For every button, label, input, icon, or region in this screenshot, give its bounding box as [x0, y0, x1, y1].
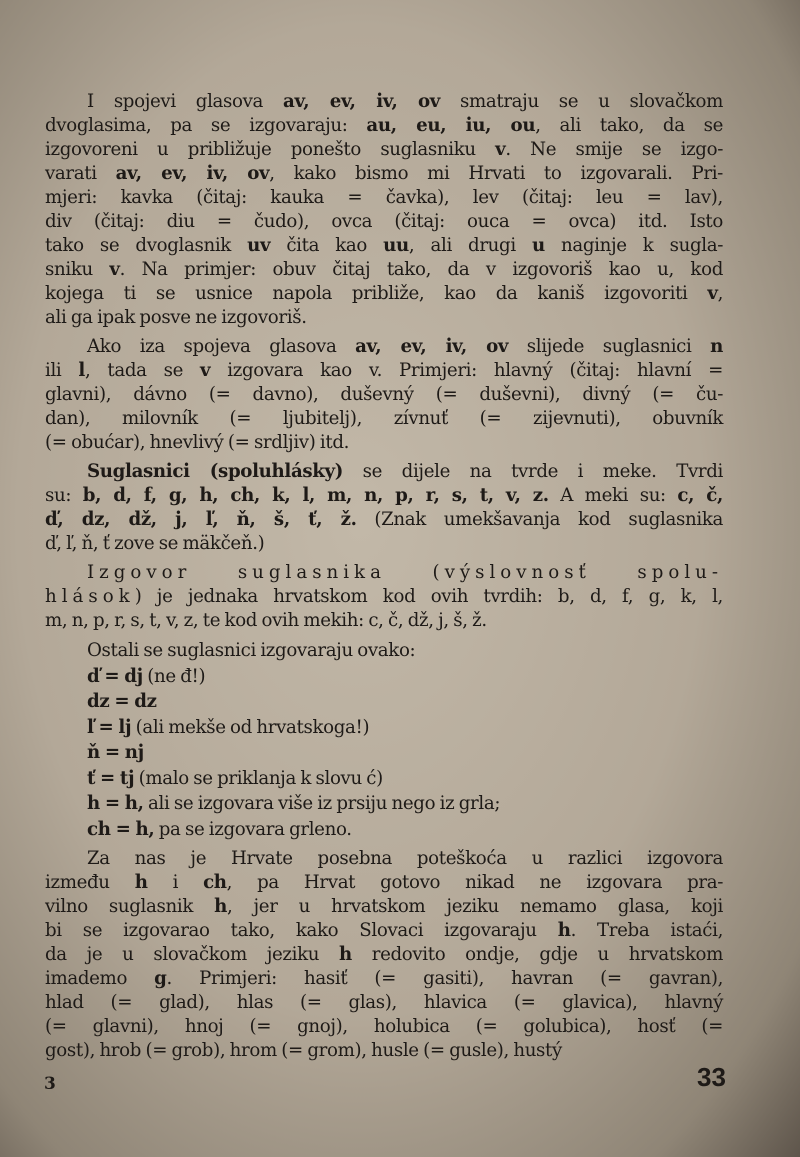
text-line — [45, 609, 723, 633]
text-segment: mjeri: kavka (čitaj: kauka = čavka), lev (čitaj: leu = lav), — [45, 187, 723, 208]
text-line — [45, 234, 723, 258]
text-segment: . Treba istaći, — [570, 920, 723, 941]
text-segment: tako se dvoglasnik — [45, 235, 248, 256]
text-line — [45, 210, 723, 234]
text-line — [45, 532, 723, 556]
bold-text: u — [531, 235, 545, 256]
text-segment: . Na primjer: obuv čitaj tako, da v izgovoriš kao u, kod — [119, 259, 723, 280]
text-segment: div (čitaj: diu = čudo), ovca (čitaj: ouca = ovca) itd. Isto — [45, 211, 723, 232]
text-segment: naginje k sugla- — [544, 235, 723, 256]
list-item — [45, 766, 723, 792]
text-segment: , jer u hrvatskom jeziku nemamo glasa, koji — [226, 896, 723, 917]
text-segment: bi se izgovarao tako, kako Slovaci izgovaraju — [45, 920, 558, 941]
text-segment: gost), hrob (= grob), hrom (= grom), husle (= gusle), hustý — [45, 1040, 562, 1061]
text-segment: I spojevi glasova — [87, 91, 284, 112]
bold-text: l — [78, 360, 85, 381]
text-segment: pa se izgovara grleno. — [154, 818, 352, 840]
text-line — [45, 186, 723, 210]
text-line — [45, 585, 723, 609]
text-segment: (malo se priklanja k slovu ć) — [134, 767, 383, 789]
text-line — [45, 1015, 723, 1039]
bold-text: uu — [383, 235, 409, 256]
list-item — [45, 740, 723, 766]
text-line — [45, 967, 723, 991]
text-segment: hlások — [45, 586, 135, 607]
bold-text: av, ev, iv, ov — [283, 91, 441, 112]
text-segment: , tada se — [84, 360, 201, 381]
list-item — [45, 664, 723, 690]
text-segment: su: — [45, 485, 83, 506]
bold-text: ch — [203, 872, 227, 893]
text-line — [45, 306, 723, 330]
text-segment: , ali drugi — [408, 235, 532, 256]
bold-text: ď = dj — [87, 665, 143, 687]
list-item — [45, 791, 723, 817]
text-segment: ď, ľ, ň, ť zove se mäkčeň.) — [45, 533, 265, 554]
text-segment: ali se izgovara više iz prsiju nego iz grla; — [143, 793, 501, 814]
bold-text: c, č, — [677, 485, 723, 506]
text-segment: (= obućar), hnevlivý (= srdljiv) itd. — [45, 432, 350, 453]
list-item — [45, 689, 723, 715]
text-line — [45, 359, 723, 383]
text-segment: kojega ti se usnice napola približe, kao da kaniš izgovoriti — [45, 283, 708, 304]
text-segment: izgovara kao v. Primjeri: hlavný (čitaj: hlavní = — [210, 360, 723, 381]
bold-text: ť = tj — [87, 767, 135, 789]
text-line — [45, 919, 723, 943]
text-segment: ili — [45, 360, 79, 381]
text-line — [45, 561, 723, 585]
text-segment: imademo — [45, 968, 155, 989]
text-line — [45, 114, 723, 138]
text-line — [45, 90, 723, 114]
bold-text: v — [707, 283, 718, 304]
bold-text: ď, dz, dž, j, ľ, ň, š, ť, ž. — [45, 509, 357, 530]
text-segment: se dijele na tvrde i meke. Tvrdi — [343, 461, 724, 482]
bold-text: Suglasnici (spoluhlásky) — [87, 461, 344, 482]
text-segment: vilno suglasnik — [45, 896, 215, 917]
text-segment: varati — [45, 163, 116, 184]
text-segment: (Znak umekšavanja kod suglasnika — [356, 509, 723, 530]
paragraph — [45, 90, 723, 330]
text-line — [45, 282, 723, 306]
text-line — [45, 508, 723, 532]
text-segment: ali ga ipak posve ne izgovoriš. — [45, 307, 307, 328]
text-line — [45, 335, 723, 359]
bold-text: av, ev, iv, ov — [355, 336, 509, 357]
text-line — [45, 991, 723, 1015]
consonant-pronunciation-list — [45, 638, 723, 842]
text-segment: , kako bismo mi Hrvati to izgovarali. Pri- — [269, 163, 723, 184]
text-line — [45, 895, 723, 919]
text-segment: smatraju se u slovačkom — [440, 91, 724, 112]
text-line — [45, 847, 723, 871]
bold-text: h — [339, 944, 352, 965]
bold-text: av, ev, iv, ov — [115, 163, 270, 184]
bold-text: v — [109, 259, 120, 280]
bold-text: h — [557, 920, 571, 941]
paragraph — [45, 460, 723, 556]
list-item — [45, 715, 723, 741]
bold-text: dz = dz — [87, 691, 157, 712]
text-segment: izgovoreni u približuje ponešto suglasniku — [45, 139, 496, 160]
text-segment: (= glavni), hnoj (= gnoj), holubica (= golubica), hosť (= — [45, 1016, 723, 1037]
text-line — [45, 871, 723, 895]
text-line — [45, 1039, 723, 1063]
paragraph — [45, 335, 723, 455]
signature-mark: 3 — [44, 1074, 56, 1094]
paragraph — [45, 847, 723, 1063]
text-line — [45, 638, 723, 664]
bold-text: ľ = lj — [87, 716, 132, 738]
text-segment: dvoglasima, pa se izgovaraju: — [45, 115, 367, 136]
bold-text: uv — [247, 235, 271, 256]
bold-text: n — [710, 336, 723, 357]
bold-text: ň = nj — [87, 742, 144, 763]
bold-text: au, eu, iu, ou — [366, 115, 536, 136]
text-segment: redovito ondje, gdje u hrvatskom — [351, 944, 723, 965]
text-segment: glavni), dávno (= davno), duševný (= duševni), divný (= ču- — [45, 384, 723, 405]
text-segment: Ako iza spojeva glasova — [87, 336, 356, 357]
bold-text: v — [495, 139, 506, 160]
text-segment: , pa Hrvat gotovo nikad ne izgovara pra- — [226, 872, 723, 893]
text-line — [45, 484, 723, 508]
list-item — [45, 817, 723, 843]
text-segment: . Primjeri: hasiť (= gasiti), havran (= gavran), — [166, 968, 724, 989]
text-segment: da je u slovačkom jeziku — [45, 944, 339, 965]
bold-text: h — [134, 872, 148, 893]
text-line — [45, 258, 723, 282]
text-segment: Ostali se suglasnici izgovaraju ovako: — [87, 640, 416, 661]
text-segment: između — [45, 872, 135, 893]
text-segment: hlad (= glad), hlas (= glas), hlavica (= glavica), hlavný — [45, 992, 723, 1013]
paragraph — [45, 561, 723, 633]
text-line — [45, 383, 723, 407]
text-line — [45, 407, 723, 431]
text-segment: (ali mekše od hrvatskoga!) — [131, 716, 370, 738]
text-segment: , ali tako, da se — [535, 115, 723, 136]
page-number: 33 — [697, 1062, 726, 1092]
text-segment: dan), milovník (= ljubitelj), zívnuť (= zijevnuti), obuvník — [45, 408, 723, 429]
text-segment: sniku — [45, 259, 110, 280]
text-segment: Za nas je Hrvate posebna poteškoća u razlici izgovora — [87, 848, 723, 869]
text-line — [45, 460, 723, 484]
text-segment: . Ne smije se izgo- — [505, 139, 723, 160]
text-segment: , — [717, 283, 723, 304]
bold-text: g — [154, 968, 167, 989]
text-line — [45, 138, 723, 162]
text-segment: (ne đ!) — [142, 665, 206, 687]
bold-text: v — [200, 360, 211, 381]
bold-text: ch = h, — [87, 818, 155, 840]
text-line — [45, 162, 723, 186]
text-line — [45, 431, 723, 455]
bold-text: h = h, — [87, 793, 144, 814]
text-segment: i — [147, 872, 204, 893]
text-segment: m, n, p, r, s, t, v, z, te kod ovih mekih: c, č, dž, j, š, ž. — [45, 610, 487, 631]
text-line — [45, 943, 723, 967]
text-segment: čita kao — [270, 235, 384, 256]
bold-text: h — [214, 896, 227, 917]
page-body — [45, 90, 723, 1063]
text-segment: A meki su: — [548, 485, 678, 506]
text-segment: ) je jednaka hrvatskom kod ovih tvrdih: b, d, f, g, k, l, — [134, 586, 723, 607]
text-segment: (výslovnosť spolu- — [385, 562, 724, 583]
text-segment: slijede suglasnici — [508, 336, 711, 357]
text-segment: Izgovor suglasnika — [87, 562, 386, 583]
bold-text: b, d, f, g, h, ch, k, l, m, n, p, r, s, t, v, z. — [82, 485, 549, 506]
